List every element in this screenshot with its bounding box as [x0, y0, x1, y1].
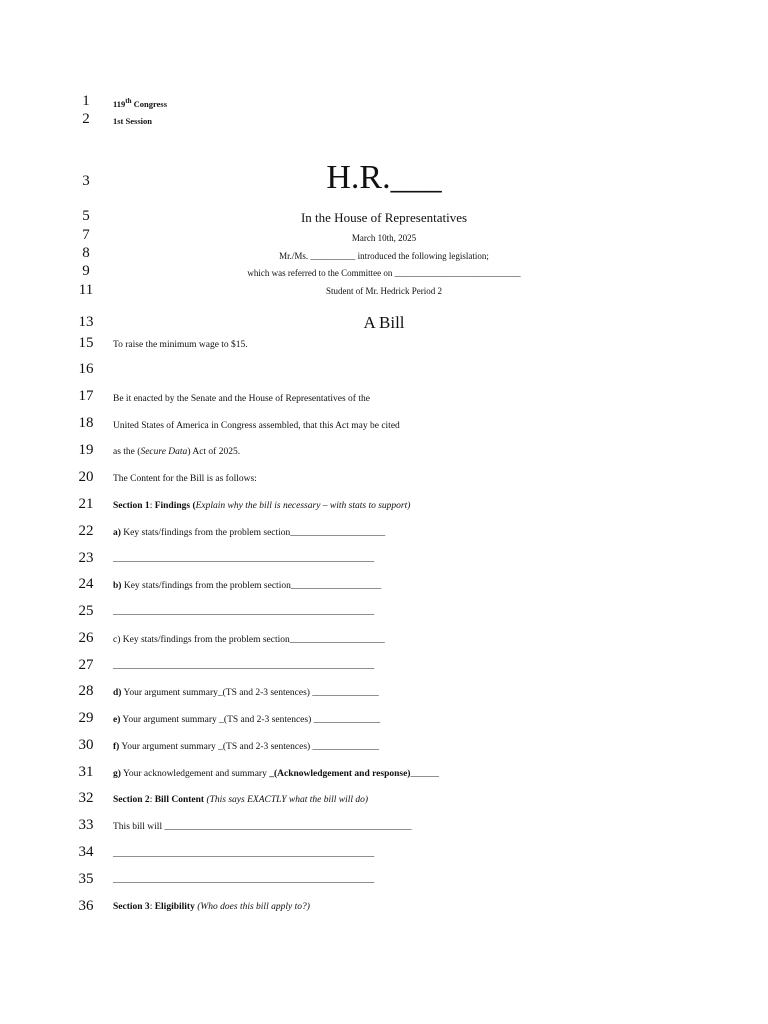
finding-a-label: a) — [113, 528, 121, 538]
line-number: 31 — [78, 764, 94, 780]
eligibility-label: Eligibility — [154, 902, 195, 912]
bill-number-title: H.R.___ — [326, 159, 442, 196]
argument-d-text: Your argument summary_(TS and 2-3 sentences) ______________ — [121, 688, 379, 698]
finding-b-text: Key stats/findings from the problem section___________________ — [121, 581, 382, 591]
congress-ordinal: th — [125, 97, 132, 105]
line-number: 13 — [78, 314, 94, 330]
bill-will-line: This bill will ____________________________________________________ — [113, 822, 412, 832]
line-number: 17 — [78, 388, 94, 404]
session-heading: 1st Session — [113, 116, 152, 126]
line-number: 15 — [78, 335, 94, 351]
introduced-line: Mr./Ms. __________ introduced the following legislation; — [279, 251, 489, 261]
line-number: 26 — [78, 630, 94, 646]
finding-b — [113, 580, 381, 592]
line-number: 32 — [78, 790, 94, 806]
acknowledgement-g-bold: _(Acknowledgement and response) — [269, 769, 411, 779]
line-number: 18 — [78, 415, 94, 431]
blank-line: _______________________________________________________ — [113, 849, 375, 859]
finding-b-label: b) — [113, 581, 122, 591]
section-1-colon: : — [149, 501, 155, 511]
enacting-line-1: Be it enacted by the Senate and the House of Representatives of the — [113, 394, 370, 404]
acknowledgement-g-text: Your acknowledgement and summary — [120, 769, 270, 779]
line-number: 33 — [78, 817, 94, 833]
blank-line: _______________________________________________________ — [113, 661, 375, 671]
section-3-colon: : — [149, 902, 155, 912]
line-number: 36 — [78, 898, 94, 914]
section-2-label: Section 2 — [113, 795, 150, 805]
line-number: 29 — [78, 710, 94, 726]
eligibility-note: (Who does this bill apply to?) — [194, 902, 310, 912]
line-number: 5 — [82, 208, 90, 224]
line-number: 20 — [78, 469, 94, 485]
section-1-label: Section 1 — [113, 501, 150, 511]
argument-f-text: Your argument summary _(TS and 2-3 sentences) ______________ — [119, 742, 380, 752]
finding-a-text: Key stats/findings from the problem section____________________ — [120, 528, 386, 538]
finding-c: c) Key stats/findings from the problem section____________________ — [113, 635, 385, 645]
house-heading: In the House of Representatives — [300, 210, 468, 225]
line-number: 3 — [82, 173, 90, 189]
acknowledgement-g-end: ______ — [410, 769, 439, 779]
act-name: Secure Data — [140, 447, 188, 457]
section-1-heading — [113, 500, 410, 512]
section-2-heading — [113, 794, 368, 806]
content-intro: The Content for the Bill is as follows: — [113, 474, 257, 484]
congress-heading — [113, 95, 167, 110]
line-number: 16 — [78, 361, 94, 377]
congress-word: Congress — [131, 98, 168, 109]
enacting-suffix: ) Act of 2025. — [187, 447, 241, 457]
line-number: 9 — [82, 263, 90, 279]
blank-line: _______________________________________________________ — [113, 554, 375, 564]
line-number: 1 — [82, 93, 90, 109]
student-line: Student of Mr. Hedrick Period 2 — [326, 286, 442, 296]
acknowledgement-g — [113, 768, 439, 780]
findings-label: Findings ( — [154, 501, 196, 511]
line-number: 30 — [78, 737, 94, 753]
line-number: 23 — [78, 550, 94, 566]
section-3-heading — [113, 901, 310, 913]
enacting-line-2: United States of America in Congress assembled, that this Act may be cited — [113, 421, 400, 431]
committee-line: which was referred to the Committee on ____________________________ — [247, 268, 521, 278]
bill-content-label: Bill Content — [154, 795, 205, 805]
line-number: 35 — [78, 871, 94, 887]
blank-line: _______________________________________________________ — [113, 875, 375, 885]
enacting-prefix: as the ( — [113, 447, 141, 457]
argument-d — [113, 687, 379, 699]
congress-number: 119 — [113, 98, 126, 109]
line-number: 11 — [78, 282, 94, 298]
blank-line: _______________________________________________________ — [113, 607, 375, 617]
line-number: 22 — [78, 523, 94, 539]
line-number: 21 — [78, 496, 94, 512]
line-number: 25 — [78, 603, 94, 619]
purpose-line: To raise the minimum wage to $15. — [113, 340, 248, 350]
line-number: 19 — [78, 442, 94, 458]
line-number: 28 — [78, 683, 94, 699]
argument-e-text: Your argument summary _(TS and 2-3 sentences) ______________ — [120, 715, 381, 725]
finding-a — [113, 527, 385, 539]
bill-content-note: (This says EXACTLY what the bill will do) — [204, 795, 369, 805]
argument-d-label: d) — [113, 688, 122, 698]
line-number: 2 — [82, 111, 90, 127]
findings-note: Explain why the bill is necessary – with stats to support) — [195, 501, 411, 511]
argument-e — [113, 714, 380, 726]
line-number: 8 — [82, 245, 90, 261]
bill-date: March 10th, 2025 — [351, 233, 417, 243]
argument-f-label: f) — [113, 742, 120, 752]
line-number: 27 — [78, 657, 94, 673]
line-number: 34 — [78, 844, 94, 860]
acknowledgement-g-label: g) — [113, 769, 121, 779]
section-2-colon: : — [149, 795, 155, 805]
enacting-line-3 — [113, 446, 240, 458]
argument-f — [113, 741, 379, 753]
section-3-label: Section 3 — [113, 902, 150, 912]
a-bill-heading: A Bill — [363, 313, 405, 332]
line-number: 7 — [82, 227, 90, 243]
line-number: 24 — [78, 576, 94, 592]
argument-e-label: e) — [113, 715, 121, 725]
